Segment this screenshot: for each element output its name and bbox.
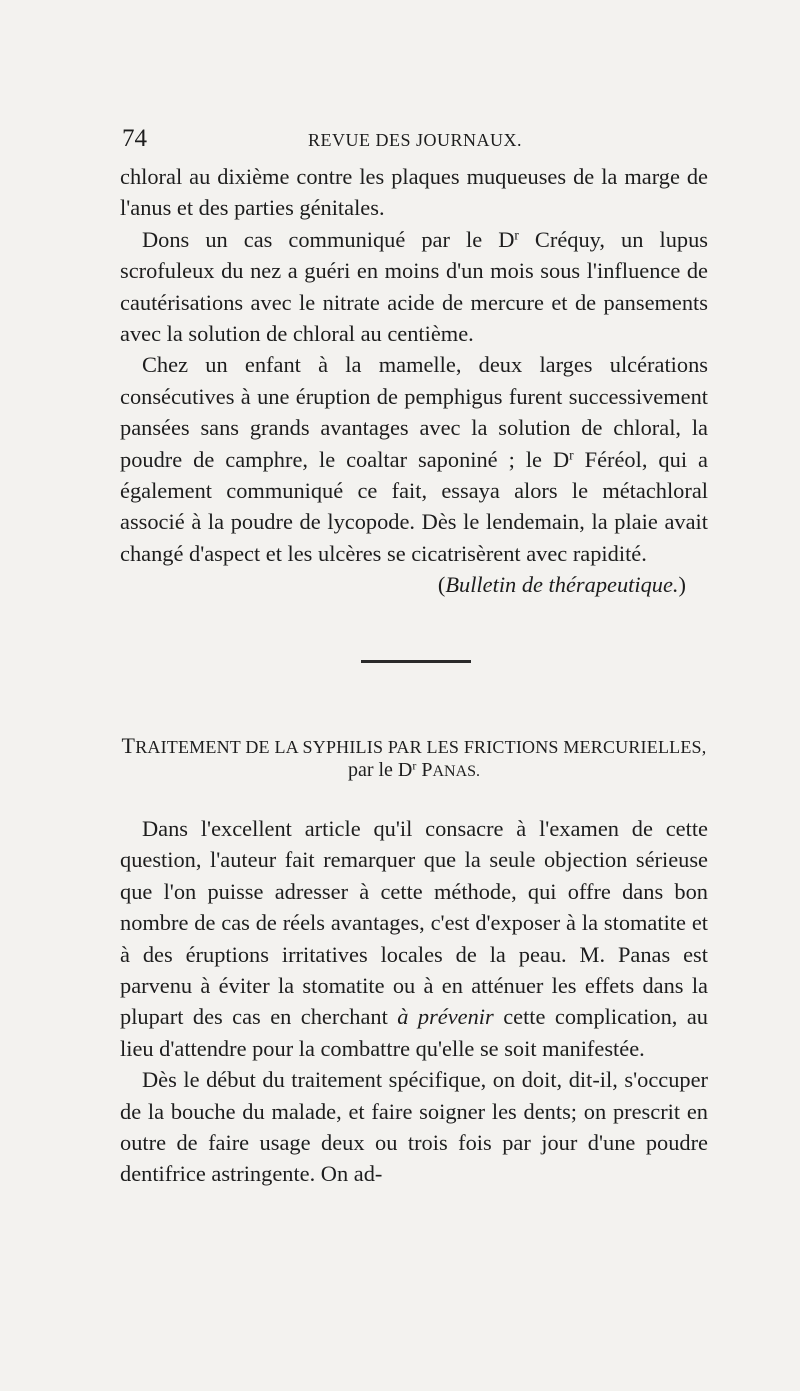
paragraph: Dons un cas communiqué par le $D^r$ Créquy, un lupus scrofuleux du nez a guéri en moins d'un mois sous l'influence de cautérisations avec le nitrate acide de mercure et de pansements avec la solution de chloral au centième.: [120, 226, 708, 347]
source-citation: (Bulletin de thérapeutique.): [437, 572, 686, 598]
page-number: 74: [122, 125, 147, 152]
paragraph: Dans l'excellent article qu'il consacre à l'examen de cette question, l'auteur fait remarquer que la seule objection sérieuse que l'on puisse adresser à cette méthode, qui offre dans bon nombre de cas de réels avantages, c'est d'exposer à la stomatite et à des éruptions irritatives locales de la peau. M. Panas est parvenu à éviter la stomatite ou à en atténuer les effets dans la plupart des cas en cherchant à prévenir cette complication, au lieu d'attendre pour la combattre qu'elle se soit manifestée.: [120, 816, 708, 1061]
running-title: REVUE DES JOURNAUX.: [307, 130, 522, 150]
section-syphilis: [120, 813, 708, 1190]
section-divider: [361, 660, 471, 663]
paragraph: Dès le début du traitement spécifique, on doit, dit-il, s'occuper de la bouche du malade, et faire soigner les dents; on prescrit en outre de faire usage deux ou trois fois par jour d'une poudre dentifrice astringente. On ad-: [120, 1067, 708, 1187]
paragraph: chloral au dixième contre les plaques muqueuses de la marge de l'anus et des parties génitales.: [120, 164, 708, 221]
article-title: TRAITEMENT DE LA SYPHILIS PAR LES FRICTIONS MERCURIELLES,: [121, 733, 707, 758]
paragraph: Chez un enfant à la mamelle, deux larges ulcérations consécutives à une éruption de pemphigus furent successivement pansées sans grands avantages avec la solution de chloral, la poudre de camphre, le coaltar saponiné ; le $D^r$ Féréol, qui a également communiqué ce fait, essaya alors le métachloral associé à la poudre de lycopode. Dès le lendemain, la plaie avait changé d'aspect et les ulcères se cicatrisèrent avec rapidité.: [120, 352, 708, 566]
running-header: [122, 124, 708, 154]
section-chloral: [120, 161, 708, 601]
article-author: par le $D^r$ PANAS.: [347, 758, 481, 781]
